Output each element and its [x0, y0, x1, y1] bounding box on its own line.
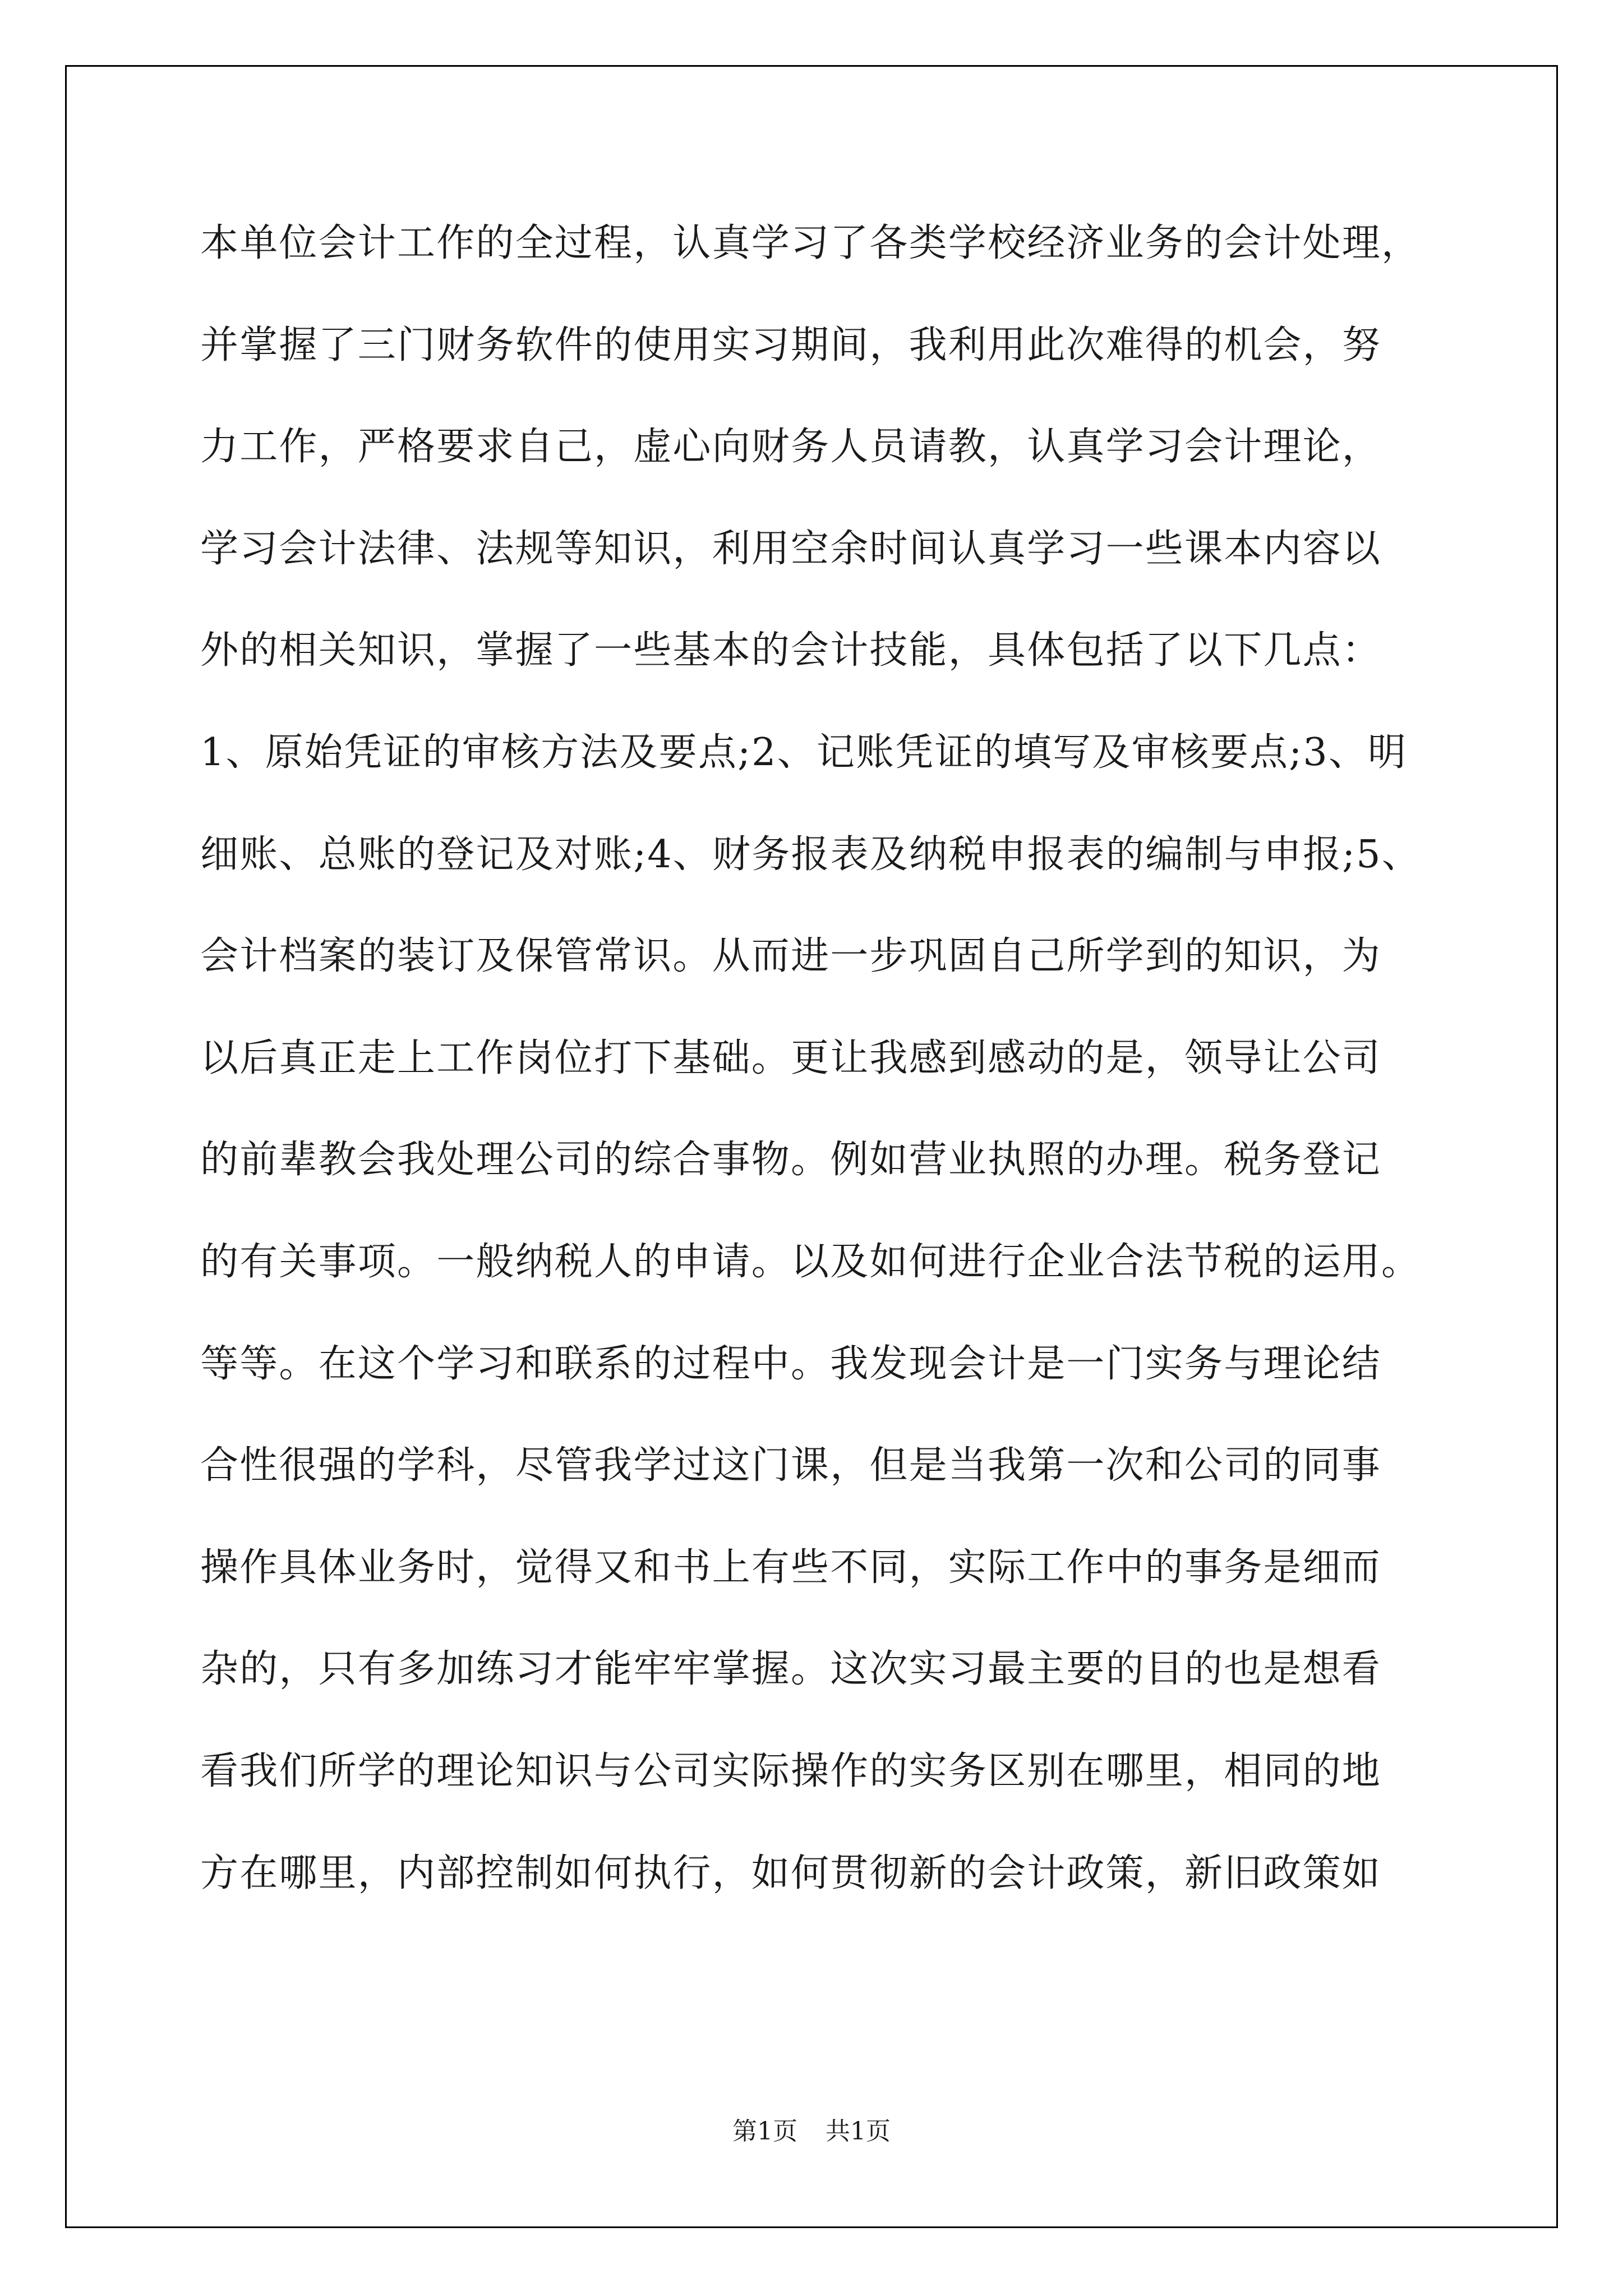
text-line: 并掌握了三门财务软件的使用实习期间，我利用此次难得的机会，努 [200, 323, 1382, 367]
text-line: 外的相关知识，掌握了一些基本的会计技能，具体包括了以下几点： [200, 628, 1382, 673]
text-line: 的前辈教会我处理公司的综合事物。例如营业执照的办理。税务登记 [200, 1138, 1382, 1182]
text-line: 看我们所学的理论知识与公司实际操作的实务区别在哪里，相同的地 [200, 1749, 1382, 1793]
text-line: 方在哪里，内部控制如何执行，如何贯彻新的会计政策，新旧政策如 [200, 1851, 1382, 1895]
document-body [200, 219, 1451, 1950]
text-line: 学习会计法律、法规等知识，利用空余时间认真学习一些课本内容以 [200, 526, 1382, 571]
text-line: 杂的，只有多加练习才能牢牢掌握。这次实习最主要的目的也是想看 [200, 1647, 1382, 1692]
text-line: 等等。在这个学习和联系的过程中。我发现会计是一门实务与理论结 [200, 1341, 1382, 1386]
text-line: 1、原始凭证的审核方法及要点;2、记账凭证的填写及审核要点;3、明 [200, 730, 1408, 775]
page-footer [0, 2115, 1623, 2148]
text-line: 本单位会计工作的全过程，认真学习了各类学校经济业务的会计处理， [200, 221, 1421, 265]
text-line: 合性很强的学科，尽管我学过这门课，但是当我第一次和公司的同事 [200, 1443, 1382, 1488]
page-number: 第1页 [732, 2117, 797, 2146]
text-line: 操作具体业务时，觉得又和书上有些不同，实际工作中的事务是细而 [200, 1545, 1382, 1590]
text-line: 细账、总账的登记及对账;4、财务报表及纳税申报表的编制与申报;5、 [200, 832, 1421, 877]
text-line: 以后真正走上工作岗位打下基础。更让我感到感动的是，领导让公司 [200, 1036, 1382, 1080]
text-line: 的有关事项。一般纳税人的申请。以及如何进行企业合法节税的运用。 [200, 1239, 1421, 1284]
page-total: 共1页 [826, 2117, 891, 2146]
text-line: 力工作，严格要求自己，虚心向财务人员请教，认真学习会计理论， [200, 425, 1382, 470]
text-line: 会计档案的装订及保管常识。从而进一步巩固自己所学到的知识，为 [200, 934, 1382, 979]
